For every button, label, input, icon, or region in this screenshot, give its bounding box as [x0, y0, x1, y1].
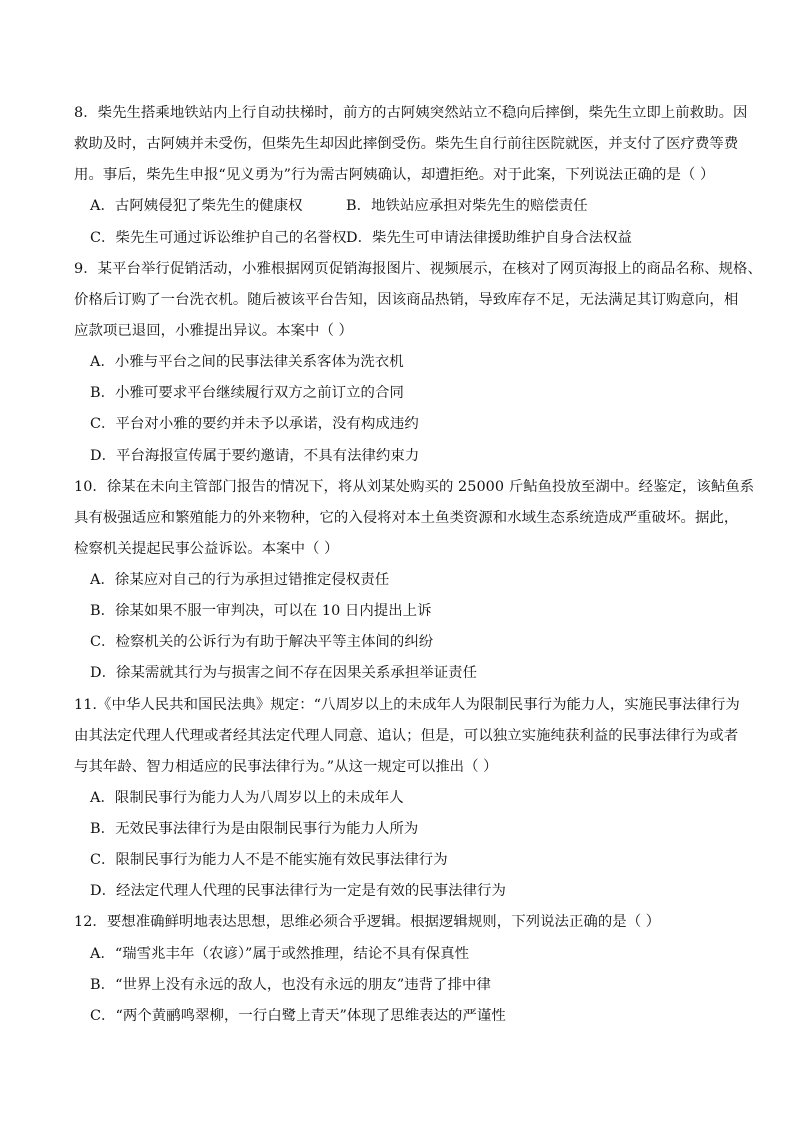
question-10-option-d: D．徐某需就其行为与损害之间不存在因果关系承担举证责任	[90, 665, 478, 681]
question-12-line-1: 12．要想准确鲜明地表达思想，思维必须合乎逻辑。根据逻辑规则，下列说法正确的是（ ）	[74, 914, 661, 930]
question-11-option-b: B．无效民事法律行为是由限制民事行为能力人所为	[90, 821, 419, 837]
question-9-option-b: B．小雅可要求平台继续履行双方之前订立的合同	[90, 385, 404, 401]
question-10-option-a: A．徐某应对自己的行为承担过错推定侵权责任	[90, 572, 390, 588]
question-10-line-2: 具有极强适应和繁殖能力的外来物种，它的入侵将对本土鱼类资源和水域生态系统造成严重破坏。据此，	[74, 510, 739, 526]
question-9-line-3: 应款项已退回，小雅提出异议。本案中（ ）	[74, 323, 353, 339]
question-12-option-c: C．“两个黄鹂鸣翠柳，一行白鹭上青天”体现了思维表达的严谨性	[90, 1008, 506, 1024]
question-9-option-c: C．平台对小雅的要约并未予以承诺，没有构成违约	[90, 416, 419, 432]
question-8-option-a: A．古阿姨侵犯了柴先生的健康权	[90, 198, 303, 214]
question-10-option-c: C．检察机关的公诉行为有助于解决平等主体间的纠纷	[90, 634, 434, 650]
question-12-option-b: B．“世界上没有永远的敌人，也没有永远的朋友”违背了排中律	[90, 977, 491, 993]
question-9-option-a: A．小雅与平台之间的民事法律关系客体为洗衣机	[90, 354, 404, 370]
question-8-option-d: D．柴先生可申请法律援助维护自身合法权益	[346, 230, 632, 246]
question-8-option-c: C．柴先生可通过诉讼维护自己的名誉权	[90, 230, 347, 246]
question-11-line-2: 由其法定代理人代理或者经其法定代理人同意、追认；但是，可以独立实施纯获利益的民事法律行为或者	[74, 728, 739, 744]
question-11-option-d: D．经法定代理人代理的民事法律行为一定是有效的民事法律行为	[90, 883, 506, 899]
question-8-option-b: B．地铁站应承担对柴先生的赔偿责任	[346, 198, 588, 214]
question-8-line-1: 8．柴先生搭乘地铁站内上行自动扶梯时，前方的古阿姨突然站立不稳向后摔倒，柴先生立即上前救助。因	[74, 105, 748, 121]
question-10-line-1: 10．徐某在未向主管部门报告的情况下，将从刘某处购买的 25000 斤鲇鱼投放至湖中。经鉴定，该鲇鱼系	[74, 479, 755, 495]
question-8-line-3: 用。事后，柴先生申报“见义勇为”行为需古阿姨确认，却遭拒绝。对于此案，下列说法正确的是（ ）	[74, 167, 715, 183]
question-10-option-b: B．徐某如果不服一审判决，可以在 10 日内提出上诉	[90, 603, 432, 619]
question-9-option-d: D．平台海报宣传属于要约邀请，不具有法律约束力	[90, 448, 420, 464]
question-11-option-c: C．限制民事行为能力人不是不能实施有效民事法律行为	[90, 852, 448, 868]
question-8-line-2: 救助及时，古阿姨并未受伤，但柴先生却因此摔倒受伤。柴先生自行前往医院就医，并支付了医疗费等费	[74, 136, 739, 152]
question-12-option-a: A．“瑞雪兆丰年（农谚）”属于或然推理，结论不具有保真性	[90, 946, 470, 962]
question-9-line-2: 价格后订购了一台洗衣机。随后被该平台告知，因该商品热销，导致库存不足，无法满足其订购意向，相	[74, 292, 739, 308]
question-9-line-1: 9．某平台举行促销活动，小雅根据网页促销海报图片、视频展示，在核对了网页海报上的商品名称、规格、	[74, 261, 762, 277]
question-11-line-3: 与其年龄、智力相适应的民事法律行为。”从这一规定可以推出（ ）	[74, 759, 498, 775]
question-10-line-3: 检察机关提起民事公益诉讼。本案中（ ）	[74, 541, 339, 557]
question-11-option-a: A．限制民事行为能力人为八周岁以上的未成年人	[90, 790, 404, 806]
question-11-line-1: 11.《中华人民共和国民法典》规定：“八周岁以上的未成年人为限制民事行为能力人，实施民事法律行为	[74, 697, 740, 713]
